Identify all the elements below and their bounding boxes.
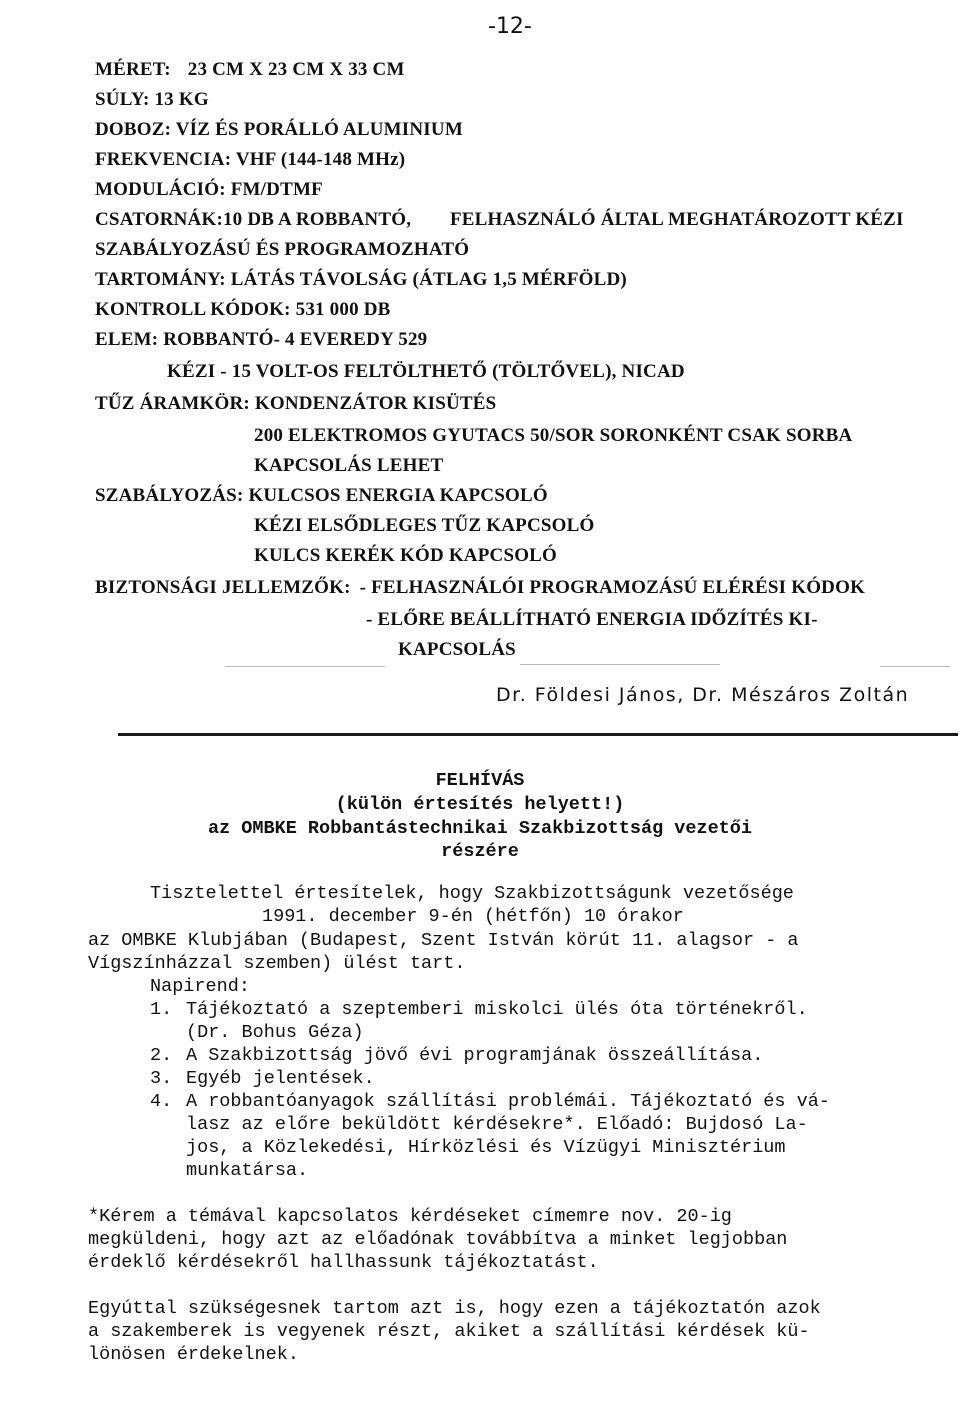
spec-label: MÉRET:	[95, 59, 171, 80]
spec-value: 10 DB A ROBBANTÓ,	[222, 209, 412, 230]
page-number: -12-	[488, 14, 532, 39]
agenda-text: munkatársa.	[186, 1160, 309, 1181]
notice-addressee: az OMBKE Robbantástechnikai Szakbizottság vezetői	[208, 818, 752, 839]
spec-fire-circuit-line-2: 200 ELEKTROMOS GYUTACS 50/SOR SORONKÉNT CSAK SORBA	[254, 425, 853, 446]
closing-line: Egyúttal szükségesnek tartom azt is, hogy ezen a tájékoztatón azok	[88, 1298, 821, 1319]
spec-value: ROBBANTÓ- 4 EVEREDY 529	[163, 329, 428, 350]
spec-control	[95, 485, 548, 507]
spec-label: TARTOMÁNY:	[95, 269, 226, 290]
body-line: Vígszínházzal szemben) ülést tart.	[88, 953, 466, 974]
spec-value: 13 KG	[154, 89, 209, 110]
spec-label: BIZTONSÁGI JELLEMZŐK:	[95, 577, 351, 598]
spec-size	[95, 59, 405, 81]
spec-frequency	[95, 149, 405, 171]
spec-label: KONTROLL KÓDOK:	[95, 299, 291, 320]
spec-label: DOBOZ:	[95, 119, 172, 140]
spec-value: VHF (144-148 MHz)	[235, 149, 406, 170]
scan-line	[520, 664, 720, 665]
spec-label: FREKVENCIA:	[95, 149, 232, 170]
spec-label: TŰZ ÁRAMKÖR:	[95, 393, 250, 414]
agenda-text: (Dr. Bohus Géza)	[186, 1022, 364, 1043]
spec-label: SÚLY:	[95, 89, 150, 110]
agenda-text: jos, a Közlekedési, Hírközlési és Vízügyi Minisztérium	[186, 1137, 786, 1158]
agenda-number: 4.	[150, 1091, 173, 1112]
scan-line	[880, 666, 950, 667]
body-line: az OMBKE Klubjában (Budapest, Szent István körút 11. alagsor - a	[88, 930, 799, 951]
spec-label: SZABÁLYOZÁS:	[95, 485, 244, 506]
body-line: Tisztelettel értesítelek, hogy Szakbizottságunk vezetősége	[150, 883, 794, 904]
agenda-text: lasz az előre beküldött kérdésekre*. Előadó: Bujdosó La-	[186, 1114, 808, 1135]
spec-battery-line-2: KÉZI - 15 VOLT-OS FELTÖLTHETŐ (TÖLTŐVEL), NICAD	[167, 361, 685, 382]
spec-safety-line-2: - ELŐRE BEÁLLÍTHATÓ ENERGIA IDŐZÍTÉS KI-	[366, 609, 818, 630]
agenda-text: A robbantóanyagok szállítási problémái. Tájékoztató és vá-	[186, 1091, 830, 1112]
agenda-text: Tájékoztató a szeptemberi miskolci ülés óta történekről.	[186, 999, 808, 1020]
spec-value: - FELHASZNÁLÓI PROGRAMOZÁSÚ ELÉRÉSI KÓDOK	[359, 577, 866, 598]
body-line: 1991. december 9-én (hétfőn) 10 órakor	[262, 906, 684, 927]
agenda-number: 3.	[150, 1068, 173, 1089]
agenda-number: 2.	[150, 1045, 173, 1066]
footnote-line: érdeklő kérdésekről hallhassunk tájékoztatást.	[88, 1252, 599, 1273]
spec-weight	[95, 89, 209, 111]
spec-channels	[95, 209, 411, 231]
separator-line	[118, 733, 958, 736]
spec-value: KULCSOS ENERGIA KAPCSOLÓ	[248, 485, 548, 506]
spec-channels-line-2: SZABÁLYOZÁSÚ ÉS PROGRAMOZHATÓ	[95, 239, 470, 260]
agenda-label: Napirend:	[150, 976, 250, 997]
spec-control-line-3: KULCS KERÉK KÓD KAPCSOLÓ	[254, 545, 558, 566]
spec-range	[95, 269, 627, 291]
spec-label: CSATORNÁK:	[95, 209, 223, 230]
closing-line: a szakemberek is vegyenek részt, akiket a szállítási kérdések kü-	[88, 1321, 810, 1342]
spec-label: MODULÁCIÓ:	[95, 179, 226, 200]
spec-value: VÍZ ÉS PORÁLLÓ ALUMINIUM	[175, 119, 463, 140]
notice-subtitle: (külön értesítés helyett!)	[335, 794, 625, 815]
spec-value: FM/DTMF	[230, 179, 323, 200]
agenda-text: Egyéb jelentések.	[186, 1068, 375, 1089]
scan-line	[225, 666, 385, 667]
agenda-number: 1.	[150, 999, 173, 1020]
spec-fire-circuit	[95, 393, 496, 415]
notice-title: FELHÍVÁS	[435, 770, 525, 791]
spec-control-line-2: KÉZI ELSŐDLEGES TŰZ KAPCSOLÓ	[254, 515, 595, 536]
spec-box	[95, 119, 463, 141]
closing-line: lönösen érdekelnek.	[88, 1344, 299, 1365]
spec-safety-line-3: KAPCSOLÁS	[398, 639, 516, 660]
spec-value: LÁTÁS TÁVOLSÁG (ÁTLAG 1,5 MÉRFÖLD)	[230, 269, 627, 290]
footnote-line: megküldeni, hogy azt az előadónak továbbítva a minket legjobban	[88, 1229, 788, 1250]
spec-value: 23 CM X 23 CM X 33 CM	[187, 59, 405, 80]
spec-value: 531 000 DB	[295, 299, 391, 320]
spec-value: KONDENZÁTOR KISÜTÉS	[254, 393, 497, 414]
spec-modulation	[95, 179, 323, 201]
notice-addressee-2: részére	[441, 841, 519, 862]
footnote-line: *Kérem a témával kapcsolatos kérdéseket címemre nov. 20-ig	[88, 1206, 732, 1227]
agenda-text: A Szakbizottság jövő évi programjának összeállítása.	[186, 1045, 764, 1066]
spec-control-codes	[95, 299, 391, 321]
spec-safety	[95, 577, 865, 599]
spec-fire-circuit-line-3: KAPCSOLÁS LEHET	[254, 455, 444, 476]
authors: Dr. Földesi János, Dr. Mészáros Zoltán	[496, 684, 910, 706]
spec-channels-value-2: FELHASZNÁLÓ ÁLTAL MEGHATÁROZOTT KÉZI	[450, 209, 904, 230]
spec-label: ELEM:	[95, 329, 159, 350]
spec-battery	[95, 329, 427, 351]
